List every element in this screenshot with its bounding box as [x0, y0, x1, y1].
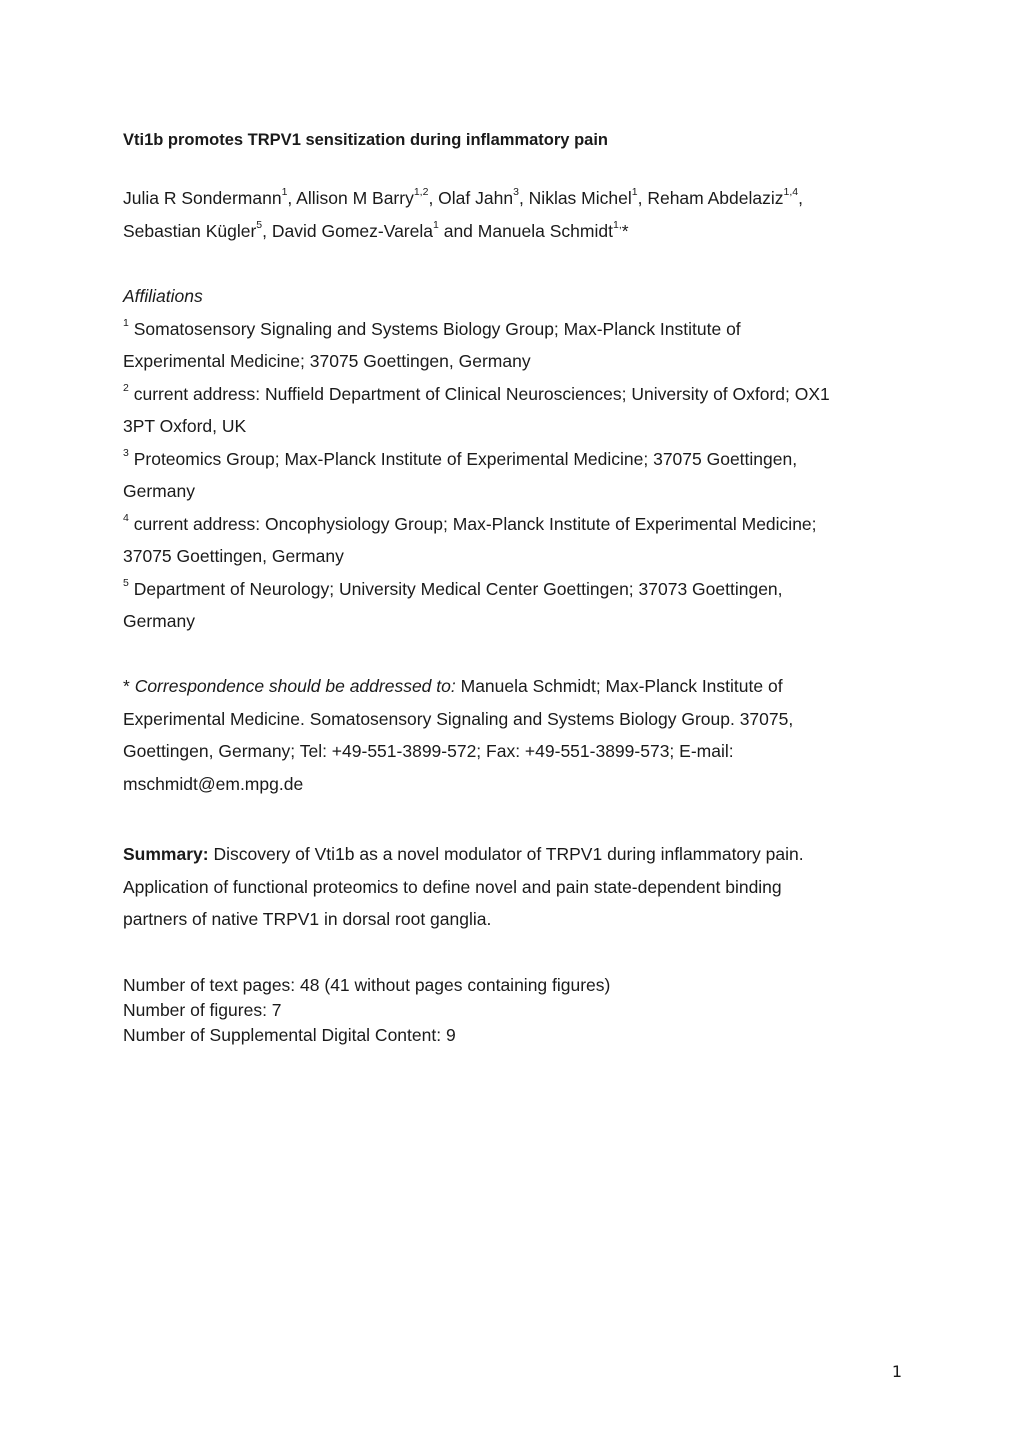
- affiliation-text: Proteomics Group; Max-Planck Institute of Experimental Medicine; 37075 Goettingen,: [128, 448, 798, 469]
- affiliation-text: Germany: [123, 611, 195, 631]
- affiliation-text: Experimental Medicine; 37075 Goettingen, Germany: [123, 351, 531, 371]
- affiliations-section: [123, 280, 903, 638]
- author-name: , Allison M Barry: [287, 188, 414, 208]
- affiliation-text: current address: Nuffield Department of Clinical Neurosciences; University of Oxford; OX1: [128, 383, 830, 404]
- author-affiliation-marker: 1,2: [413, 186, 429, 198]
- affiliation-number: 2: [123, 381, 129, 394]
- summary-text: Application of functional proteomics to define novel and pain state-dependent binding: [123, 876, 782, 897]
- author-name: , Olaf Jahn: [428, 188, 514, 208]
- affiliation-item: [123, 573, 903, 638]
- correspondence-text: Goettingen, Germany; Tel: +49-551-3899-572; Fax: +49-551-3899-573; E-mail:: [123, 741, 734, 761]
- affiliation-item: [123, 508, 903, 573]
- affiliation-number: 3: [123, 446, 129, 459]
- text-pages-count: Number of text pages: 48 (41 without pages containing figures): [123, 975, 611, 995]
- author-name: , Reham Abdelaziz: [637, 188, 784, 208]
- author-name: Sebastian Kügler: [123, 220, 257, 241]
- author-name: , Niklas Michel: [518, 188, 632, 208]
- correspondence-star: *: [123, 676, 135, 696]
- summary-label: Summary:: [123, 844, 209, 864]
- author-affiliation-marker: 1,4: [783, 186, 799, 198]
- affiliation-number: 5: [123, 576, 129, 589]
- correspondence-email: mschmidt@em.mpg.de: [123, 773, 304, 794]
- author-affiliation-marker: 3: [513, 186, 519, 198]
- sdc-count: Number of Supplemental Digital Content: 9: [123, 1025, 456, 1045]
- summary-section: [123, 838, 903, 936]
- author-affiliation-marker: 1: [433, 218, 439, 231]
- author-line-2: [123, 215, 903, 248]
- affiliations-heading: Affiliations: [123, 286, 203, 306]
- author-list: [123, 182, 903, 247]
- figures-count: Number of figures: 7: [123, 1000, 282, 1020]
- affiliation-number: 1: [123, 316, 129, 329]
- author-name: and Manuela Schmidt: [438, 220, 613, 241]
- affiliation-text: current address: Oncophysiology Group; Max-Planck Institute of Experimental Medicine;: [128, 513, 817, 534]
- summary-text: Discovery of Vti1b as a novel modulator of TRPV1 during inflammatory pain.: [208, 844, 804, 864]
- manuscript-counts: [123, 973, 903, 1048]
- affiliation-text: Department of Neurology; University Medical Center Goettingen; 37073 Goettingen,: [128, 578, 783, 599]
- correspondence-text: Manuela Schmidt; Max-Planck Institute of: [455, 676, 783, 696]
- affiliation-text: 3PT Oxford, UK: [123, 416, 247, 436]
- correspondence-lead: Correspondence should be addressed to:: [134, 676, 456, 696]
- author-line-1: [123, 182, 903, 215]
- affiliation-text: Germany: [123, 481, 195, 501]
- author-affiliation-marker: 1: [631, 186, 638, 198]
- affiliation-text: Somatosensory Signaling and Systems Biology Group; Max-Planck Institute of: [128, 318, 741, 339]
- author-affiliation-marker: 1,: [612, 218, 622, 231]
- page-number: 1: [891, 1362, 902, 1381]
- author-separator: ,: [798, 188, 803, 208]
- affiliation-item: [123, 378, 903, 443]
- author-affiliation-marker: 5: [256, 218, 263, 231]
- correspondence-section: [123, 670, 903, 800]
- affiliation-item: [123, 443, 903, 508]
- author-affiliation-marker: 1: [281, 186, 288, 198]
- author-name: Julia R Sondermann: [123, 188, 282, 208]
- correspondence-text: Experimental Medicine. Somatosensory Signaling and Systems Biology Group. 37075,: [123, 708, 794, 729]
- affiliation-number: 4: [123, 511, 129, 524]
- affiliation-item: [123, 313, 903, 378]
- affiliation-text: 37075 Goettingen, Germany: [123, 546, 344, 566]
- summary-text: partners of native TRPV1 in dorsal root ganglia.: [123, 909, 492, 929]
- corresponding-author-marker: *: [621, 220, 629, 241]
- paper-title: Vti1b promotes TRPV1 sensitization during inflammatory pain: [123, 131, 608, 149]
- author-name: , David Gomez-Varela: [262, 220, 433, 241]
